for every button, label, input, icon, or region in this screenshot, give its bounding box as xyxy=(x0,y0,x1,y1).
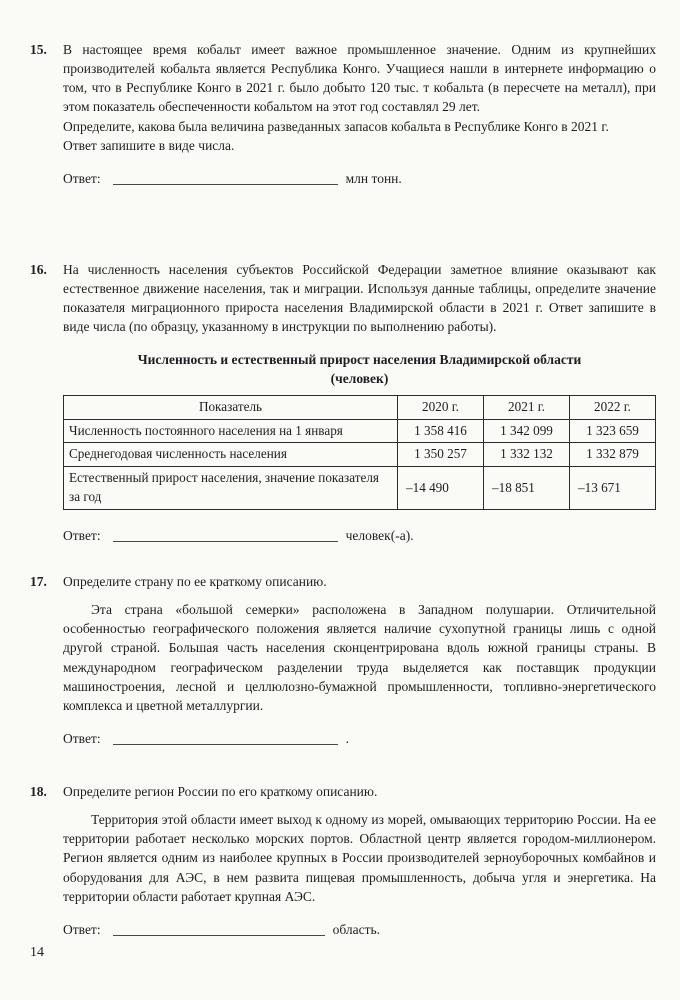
question-17-number: 17. xyxy=(30,574,47,589)
answer-suffix: человек(-а). xyxy=(345,527,414,543)
question-18 xyxy=(30,782,656,939)
table-row xyxy=(64,467,656,509)
table-row xyxy=(64,419,656,443)
table-cell: 1 350 257 xyxy=(398,443,484,467)
population-table xyxy=(63,395,656,510)
answer-label: Ответ: xyxy=(63,170,101,186)
table-cell: 1 323 659 xyxy=(570,419,656,443)
table-header-cell: Показатель xyxy=(64,395,398,419)
question-15 xyxy=(30,40,656,188)
question-15-text-2: Определите, какова была величина разведанных запасов кобальта в Республике Конго в 2021 г. xyxy=(63,118,609,134)
table-title: Численность и естественный прирост населения Владимирской области xyxy=(137,351,582,367)
table-cell: 1 332 879 xyxy=(570,443,656,467)
question-17-body xyxy=(63,572,656,748)
question-16-body xyxy=(63,260,656,545)
table-header-row xyxy=(64,395,656,419)
table-cell: 1 332 132 xyxy=(484,443,570,467)
table-subtitle: (человек) xyxy=(330,370,389,386)
answer-blank xyxy=(113,529,338,542)
question-17 xyxy=(30,572,656,748)
question-18-text-2: Территория этой области имеет выход к одному из морей, омывающих территорию России. На ее территории работает несколько морских портов. Областной центр является городом-миллионером. Регион является одним из наиболее крупных в России производителей зерноуборочных комбайнов и оборудования для АЭС, в нем развита пищевая промышленность, добыча угля и энергетика. На территории области работает крупная АЭС. xyxy=(63,812,656,904)
question-15-number: 15. xyxy=(30,42,47,57)
answer-suffix: . xyxy=(345,731,349,747)
question-16-number: 16. xyxy=(30,262,47,277)
question-17-text-1: Определите страну по ее краткому описанию. xyxy=(63,574,327,589)
answer-suffix: млн тонн. xyxy=(345,170,402,186)
table-cell: Численность постоянного населения на 1 января xyxy=(64,419,398,443)
question-16-answer-row xyxy=(63,526,656,545)
question-17-text-2: Эта страна «большой семерки» расположена в Западном полушарии. Отличительной особенностью географического положения является наличие сухопутной границы лишь с одной другой страной. Большая часть населения сконцентрирована вдоль южной границы страны. В международном географическом разделении труда выделяется как поставщик продукции машиностроения, лесной и целлюлозно-бумажной промышленности, топливно-энергетического комплекса и цветной металлургии. xyxy=(63,602,656,713)
question-18-text-1: Определите регион России по его краткому описанию. xyxy=(63,784,378,799)
answer-label: Ответ: xyxy=(63,731,101,747)
question-15-text-3: Ответ запишите в виде числа. xyxy=(63,137,235,153)
answer-blank xyxy=(113,923,325,936)
answer-label: Ответ: xyxy=(63,921,101,937)
table-cell: Среднегодовая численность населения xyxy=(64,443,398,467)
question-18-number: 18. xyxy=(30,784,47,799)
page-number: 14 xyxy=(30,945,44,960)
table-cell: 1 358 416 xyxy=(398,419,484,443)
table-row xyxy=(64,443,656,467)
table-cell: –13 671 xyxy=(570,467,656,509)
question-16-text-1: На численность населения субъектов Российской Федерации заметное влияние оказывают как естественное движение населения, так и миграции. Используя данные таблицы, определите значение показателя миграционного прироста населения Владимирской области в 2021 г. Ответ запишите в виде числа (по образцу, указанному в инструкции по выполнению работы). xyxy=(63,262,656,335)
table-cell: –18 851 xyxy=(484,467,570,509)
table-cell: 1 342 099 xyxy=(484,419,570,443)
question-18-answer-row xyxy=(63,920,656,939)
table-cell: –14 490 xyxy=(398,467,484,509)
table-header-cell: 2021 г. xyxy=(484,395,570,419)
question-18-body xyxy=(63,782,656,939)
question-15-answer-row xyxy=(63,169,656,188)
question-16 xyxy=(30,260,656,545)
table-header-cell: 2020 г. xyxy=(398,395,484,419)
question-15-body xyxy=(63,40,656,188)
question-17-answer-row xyxy=(63,729,656,748)
answer-suffix: область. xyxy=(332,921,381,937)
answer-blank xyxy=(113,732,338,745)
answer-blank xyxy=(113,172,338,185)
question-15-text-1: В настоящее время кобальт имеет важное промышленное значение. Одним из крупнейших производителей кобальта является Республика Конго. Учащиеся нашли в интернете информацию о том, что в Республике Конго в 2021 г. было добыто 120 тыс. т кобальта (в пересчете на металл), при этом показатель обеспеченности кобальтом на этот год составлял 29 лет. xyxy=(63,42,656,115)
answer-label: Ответ: xyxy=(63,527,101,543)
table-header-cell: 2022 г. xyxy=(570,395,656,419)
table-cell: Естественный прирост населения, значение показателя за год xyxy=(64,467,398,509)
